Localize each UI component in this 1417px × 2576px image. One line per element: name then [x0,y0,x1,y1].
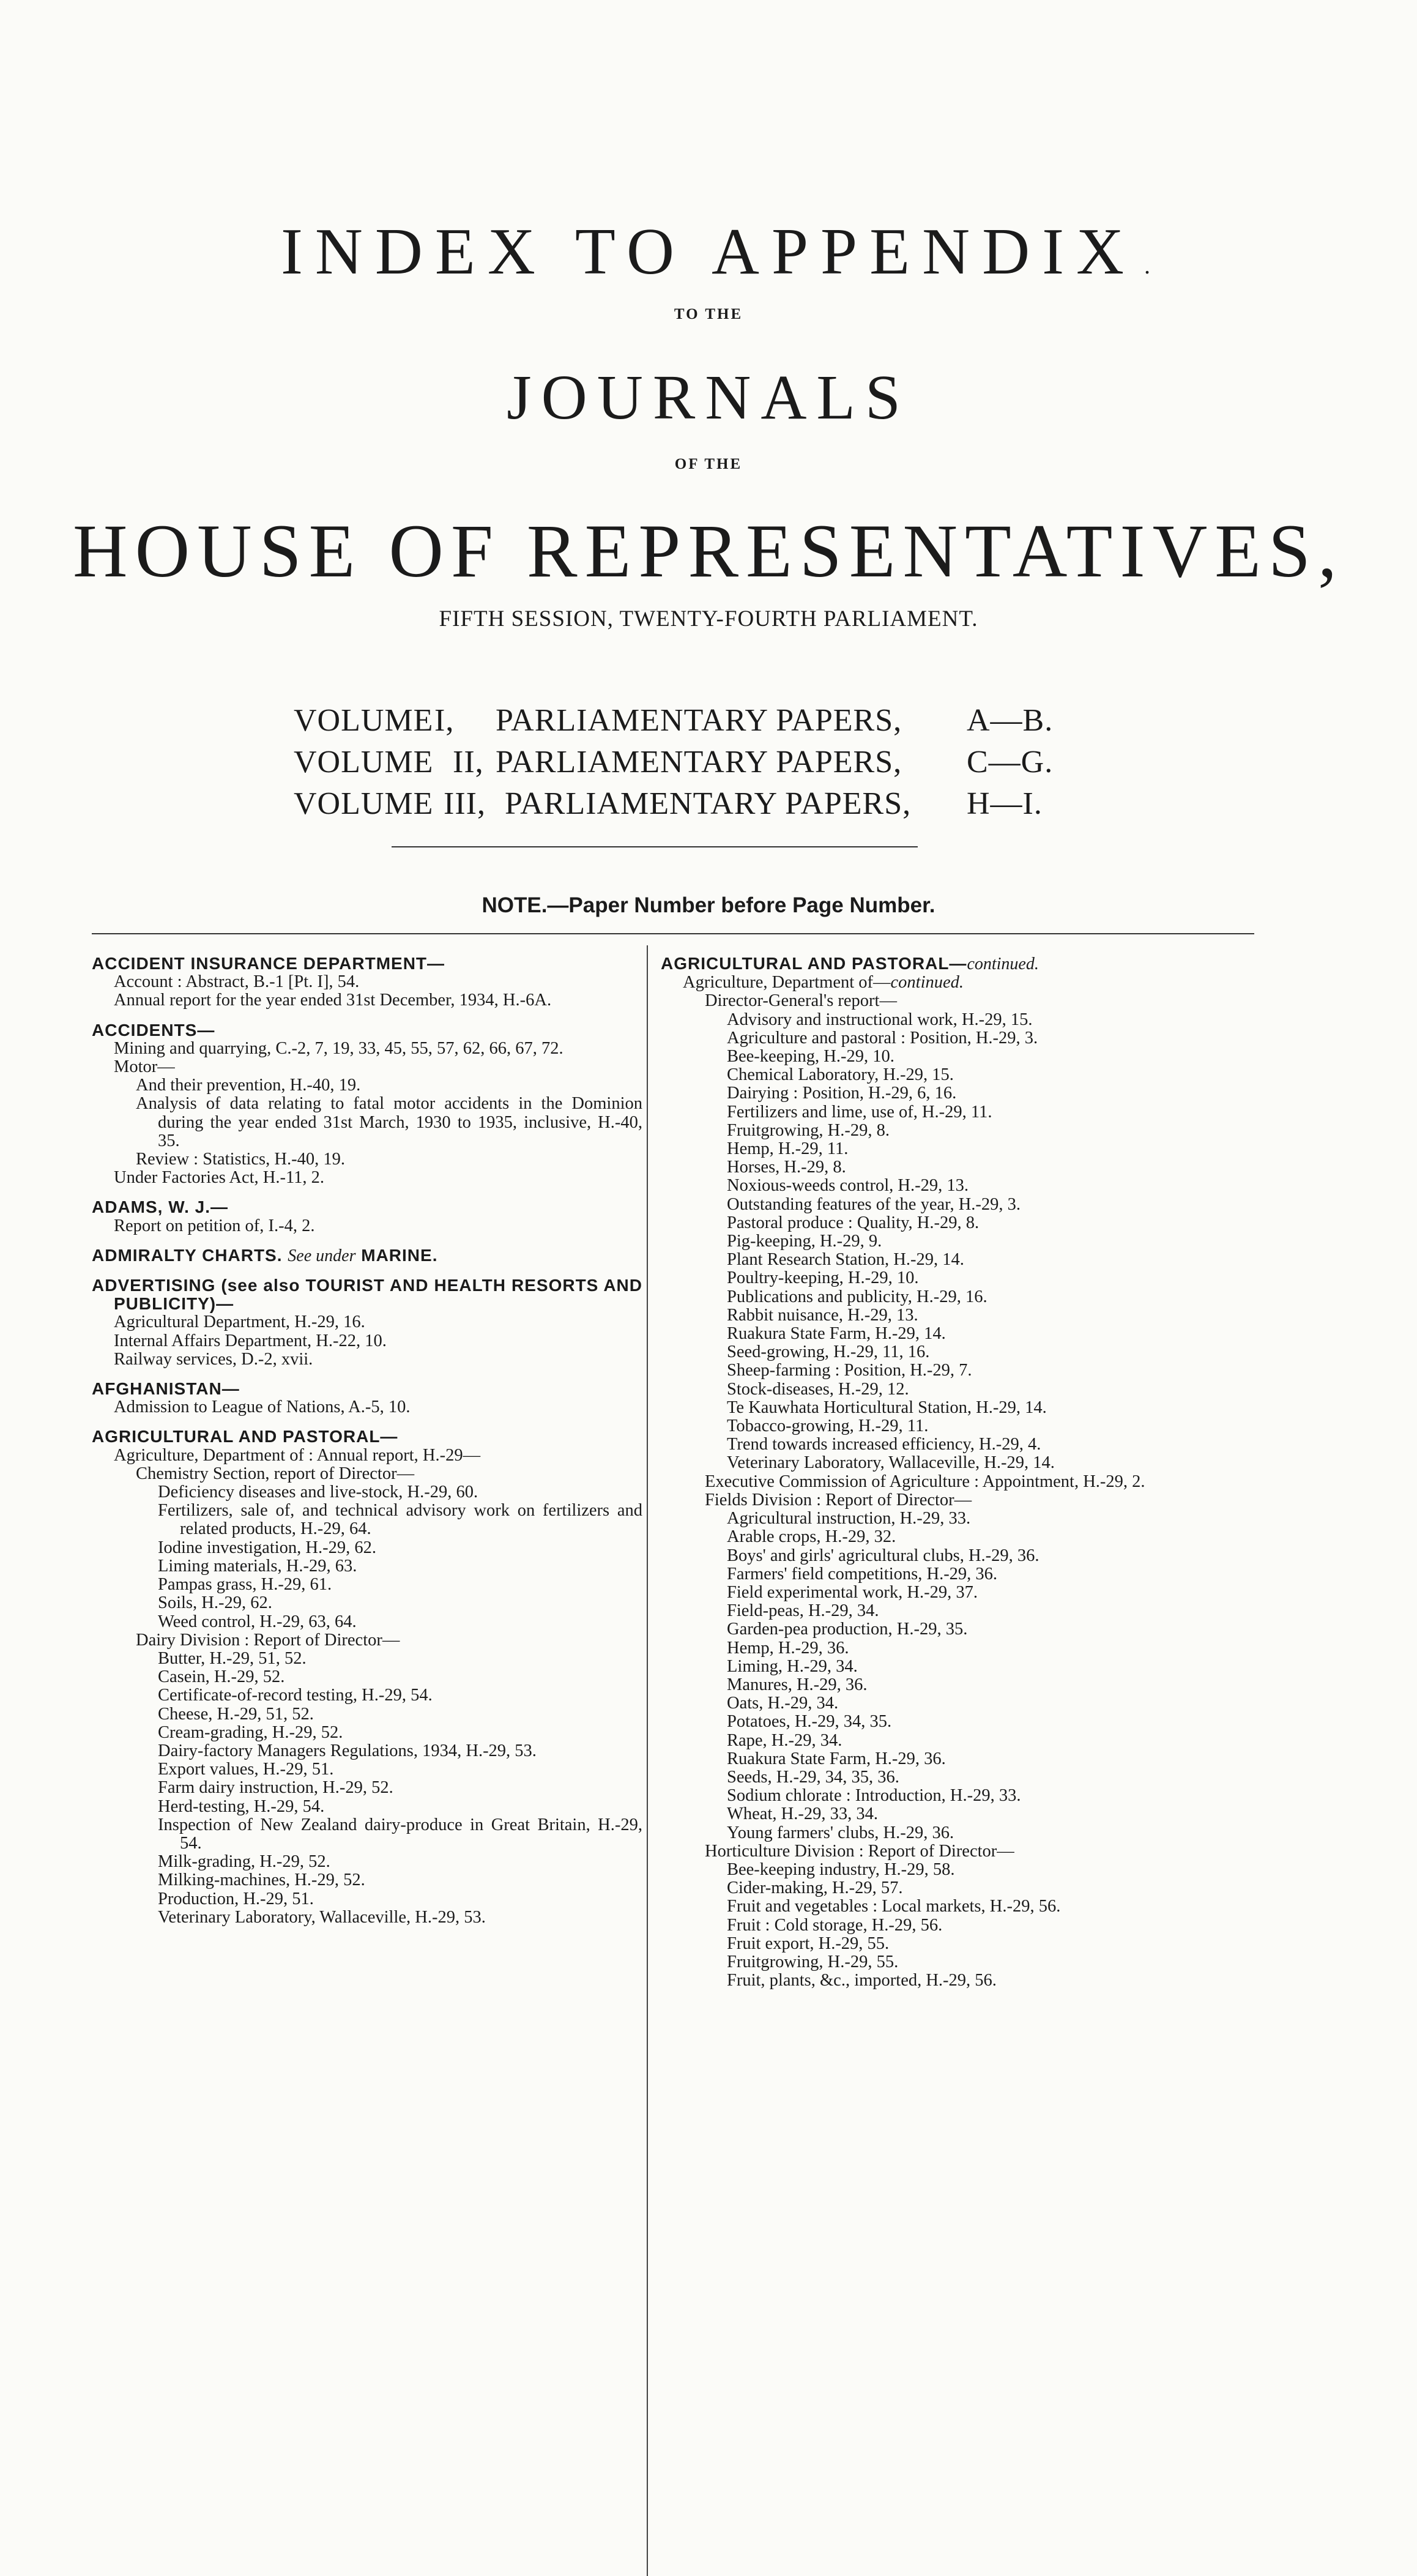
index-entry: Liming materials, H.-29, 63. [158,1556,357,1576]
index-heading: ADVERTISING (see also TOURIST AND HEALTH RESORTS AND PUBLICITY)— [92,1276,642,1314]
index-entry: Review : Statistics, H.-40, 19. [136,1150,345,1169]
index-entry: Butter, H.-29, 51, 52. [158,1648,307,1668]
index-entry: Internal Affairs Department, H.-22, 10. [114,1331,387,1350]
index-entry: Agriculture and pastoral : Position, H.-29, 3. [727,1028,1038,1048]
index-entry: And their prevention, H.-40, 19. [136,1076,361,1095]
index-entry: Boys' and girls' agricultural clubs, H.-29, 36. [727,1546,1040,1565]
index-entry: Young farmers' clubs, H.-29, 36. [727,1823,954,1842]
index-entry: Cider-making, H.-29, 57. [727,1878,903,1898]
index-entry: Fruit : Cold storage, H.-29, 56. [727,1915,943,1935]
index-heading: AFGHANISTAN— [92,1379,240,1399]
index-entry: Potatoes, H.-29, 34, 35. [727,1712,892,1732]
index-entry: Stock-diseases, H.-29, 12. [727,1379,909,1399]
index-entry: Ruakura State Farm, H.-29, 36. [727,1749,946,1768]
index-entry: Casein, H.-29, 52. [158,1667,285,1687]
index-entry: Ruakura State Farm, H.-29, 14. [727,1324,946,1344]
index-entry: Under Factories Act, H.-11, 2. [114,1168,325,1188]
index-entry: Veterinary Laboratory, Wallaceville, H.-29, 53. [158,1907,486,1927]
index-entry: Dairy Division : Report of Director— [136,1630,400,1650]
index-page: INDEX TO APPENDIX . TO THE JOURNALS OF THE HOUSE OF REPRESENTATIVES, FIFTH SESSION, TWENTY-FOURTH PARLIAMENT. VOLUME I, PARLIAMENTARY PAPERS, A—B. VOLUME II, PARLIAMENTARY PAPERS, C—G. VOLUME III, PARLIAMENTARY PAPERS, H—I. NOTE.—Paper Number before Page Number. ACCIDENT INSURANCE DEPARTMENT— Account : Abstract, B.-1 [Pt. I], 54. Annual report for the year ended 31st December, 1934, H.-6A. ACCIDENTS— Mining and quarrying, C.-2, 7, 19, 33, 45, 55, 57, 62, 66, 67, 72. Motor— And their prevention, H.-40, 19. Analysis of data relating to fatal motor accidents in the Dominion during the year ended 31st March, 1930 to 1935, inclusive, H.-40, 35. Review : Statistics, H.-40, 19. Under Factories Act, H.-11, 2. ADAMS, W. J.— Report on petition of, I.-4, 2. ADMIRALTY CHARTS. See under MARINE. ADVERTISING (see also TOURIST AND HEALTH RESORTS AND PUBLICITY)— Agricultural Department, H.-29, 16. Internal Affairs Department, H.-22, 10. Railway services, D.-2, xvii. AFGHANISTAN— Admission to League of Nations, A.-5, 10. AGRICULTURAL AND PASTORAL— Agriculture, Department of : Annual report, H.-29— Chemistry Section, report of Director— Deficiency diseases and live-stock, H.-29, 60. Fertilizers, sale of, and technical advisory work on fertilizers and related products, H.-29, 64. Iodine investigation, H.-29, 62. Liming materials, H.-29, 63. Pampas grass, H.-29, 61. Soils, H.-29, 62. Weed control, H.-29, 63, 64. Dairy Division : Report of Director— Butter, H.-29, 51, 52. Casein, H.-29, 52. Certificate-of-record testing, H.-29, 54. Cheese, H.-29, 51, 52. Cream-grading, H.-29, 52. Dairy-factory Managers Regulations, 1934, H.-29, 53. Export values, H.-29, 51. Farm dairy instruction, H.-29, 52. Herd-testing, H.-29, 54. Inspection of New Zealand dairy-produce in Great Britain, H.-29, 54. Milk-grading, H.-29, 52. Milking-machines, H.-29, 52. Production, H.-29, 51. Veterinary Laboratory, Wallaceville, H.-29, 53. AGRICULTURAL AND PASTORAL—continued. Agriculture, Department of—continued. Director-General's report— Advisory and instructional work, H.-29, 15. Agriculture and pastoral : Position, H.-29, 3. Bee-keeping, H.-29, 10. Chemical Laboratory, H.-29, 15. Dairying : Position, H.-29, 6, 16. Fertilizers and lime, use of, H.-29, 11. Fruitgrowing, H.-29, 8. Hemp, H.-29, 11. Horses, H.-29, 8. Noxious-weeds control, H.-29, 13. Outstanding features of the year, H.-29, 3. Pastoral produce : Quality, H.-29, 8. Pig-keeping, H.-29, 9. Plant Research Station, H.-29, 14. Poultry-keeping, H.-29, 10. Publications and publicity, H.-29, 16. Rabbit nuisance, H.-29, 13. Ruakura State Farm, H.-29, 14. Seed-growing, H.-29, 11, 16. Sheep-farming : Position, H.-29, 7. Stock-diseases, H.-29, 12. Te Kauwhata Horticultural Station, H.-29, 14. Tobacco-growing, H.-29, 11. Trend towards increased efficiency, H.-29, 4. Veterinary Laboratory, Wallaceville, H.-29, 14. Executive Commission of Agriculture : Appointment, H.-29, 2. Fields Division : Report of Director— Agricultural instruction, H.-29, 33. Arable crops, H.-29, 32. Boys' and girls' agricultural clubs, H.-29, 36. Farmers' field competitions, H.-29, 36. Field experimental work, H.-29, 37. Field-peas, H.-29, 34. Garden-pea production, H.-29, 35. Hemp, H.-29, 36. Liming, H.-29, 34. Manures, H.-29, 36. Oats, H.-29, 34. Potatoes, H.-29, 34, 35. Rape, H.-29, 34. Ruakura State Farm, H.-29, 36. Seeds, H.-29, 34, 35, 36. Sodium chlorate : Introduction, H.-29, 33. Wheat, H.-29, 33, 34. Young farmers' clubs, H.-29, 36. Horticulture Division : Report of Director— Bee-keeping industry, H.-29, 58. Cider-making, H.-29, 57. Fruit and vegetables : Local markets, H.-29, 56. Fruit : Cold storage, H.-29, 56. Fruit export, H.-29, 55. Fruitgrowing, H.-29, 55. Fruit, plants, &c., imported, H.-29, 56. [0,0,1417,2386]
index-entry: Executive Commission of Agriculture : Appointment, H.-29, 2. [705,1472,1145,1491]
index-entry: Bee-keeping, H.-29, 10. [727,1047,894,1067]
index-entry: Advisory and instructional work, H.-29, 15. [727,1010,1033,1029]
index-entry: Dairy-factory Managers Regulations, 1934, H.-29, 53. [158,1741,537,1760]
index-heading: ACCIDENTS— [92,1020,215,1040]
journals-title: JOURNALS [507,362,910,433]
index-entry: Garden-pea production, H.-29, 35. [727,1620,968,1639]
index-entry: Fruit export, H.-29, 55. [727,1934,890,1953]
index-entry: Deficiency diseases and live-stock, H.-29, 60. [158,1483,478,1502]
index-entry: Soils, H.-29, 62. [158,1593,272,1613]
index-entry: Admission to League of Nations, A.-5, 10. [114,1398,411,1417]
index-entry: Farm dairy instruction, H.-29, 52. [158,1778,393,1798]
index-heading: AGRICULTURAL AND PASTORAL—continued. [661,954,1039,973]
index-entry: Iodine investigation, H.-29, 62. [158,1538,376,1557]
index-column-left [92,955,642,1927]
index-entry: Veterinary Laboratory, Wallaceville, H.-29, 14. [727,1453,1055,1473]
index-entry: Pig-keeping, H.-29, 9. [727,1232,882,1251]
stray-mark: . [1144,251,1150,279]
index-entry: Bee-keeping industry, H.-29, 58. [727,1859,955,1879]
index-entry: Hemp, H.-29, 11. [727,1139,849,1159]
index-entry: Farmers' field competitions, H.-29, 36. [727,1564,998,1584]
index-entry: Manures, H.-29, 36. [727,1675,868,1694]
index-entry: Te Kauwhata Horticultural Station, H.-29, 14. [727,1398,1047,1417]
index-entry: Fertilizers and lime, use of, H.-29, 11. [727,1102,992,1122]
index-entry: Tobacco-growing, H.-29, 11. [727,1416,929,1436]
of-the-line: OF THE [674,456,743,472]
index-entry: Annual report for the year ended 31st December, 1934, H.-6A. [114,991,552,1010]
index-entry: Pampas grass, H.-29, 61. [158,1575,332,1595]
index-entry: Director-General's report— [705,991,897,1011]
index-entry: Analysis of data relating to fatal motor accidents in the Dominion during the year ended 31st March, 1930 to 1935, inclusive, H.-40, 35. [136,1094,642,1150]
index-entry: Cream-grading, H.-29, 52. [158,1722,343,1742]
index-entry: Rabbit nuisance, H.-29, 13. [727,1305,918,1325]
column-divider [647,945,648,2576]
index-entry: Horses, H.-29, 8. [727,1158,846,1177]
index-entry: Publications and publicity, H.-29, 16. [727,1287,987,1306]
index-entry: Fields Division : Report of Director— [705,1490,972,1509]
index-entry: Poultry-keeping, H.-29, 10. [727,1268,919,1288]
index-entry: Sodium chlorate : Introduction, H.-29, 33. [727,1786,1021,1806]
index-heading: ADAMS, W. J.— [92,1197,229,1217]
full-rule [92,933,1254,934]
index-entry: Fruitgrowing, H.-29, 8. [727,1120,890,1140]
index-entry: Inspection of New Zealand dairy-produce in Great Britain, H.-29, 54. [158,1815,642,1853]
index-entry: Chemistry Section, report of Director— [136,1464,415,1483]
index-entry: Milk-grading, H.-29, 52. [158,1852,330,1872]
index-entry: Arable crops, H.-29, 32. [727,1527,896,1547]
index-column-right [661,955,1273,1990]
index-heading: AGRICULTURAL AND PASTORAL— [92,1427,398,1446]
index-entry: Dairying : Position, H.-29, 6, 16. [727,1084,957,1103]
index-entry: Report on petition of, I.-4, 2. [114,1216,315,1235]
index-entry: Hemp, H.-29, 36. [727,1638,849,1658]
index-entry: Herd-testing, H.-29, 54. [158,1796,325,1816]
index-entry: Fruit, plants, &c., imported, H.-29, 56. [727,1971,997,1990]
page-title: INDEX TO APPENDIX [280,215,1137,288]
index-entry: Mining and quarrying, C.-2, 7, 19, 33, 45, 55, 57, 62, 66, 67, 72. [114,1038,563,1058]
index-entry: Field experimental work, H.-29, 37. [727,1582,978,1602]
index-entry: Weed control, H.-29, 63, 64. [158,1612,357,1631]
index-entry: Seeds, H.-29, 34, 35, 36. [727,1767,899,1787]
index-heading: ACCIDENT INSURANCE DEPARTMENT— [92,954,445,973]
index-entry: Production, H.-29, 51. [158,1889,314,1908]
index-entry: Motor— [114,1057,175,1077]
index-entry: Agricultural instruction, H.-29, 33. [727,1509,971,1528]
index-entry: Milking-machines, H.-29, 52. [158,1871,365,1890]
index-entry: Fertilizers, sale of, and technical advisory work on fertilizers and related products, H.-29, 64. [158,1501,642,1539]
short-rule [392,846,918,847]
index-heading: ADMIRALTY CHARTS. See under MARINE. [92,1245,438,1265]
index-entry: Noxious-weeds control, H.-29, 13. [727,1176,969,1196]
index-entry: Cheese, H.-29, 51, 52. [158,1704,314,1724]
index-entry: Chemical Laboratory, H.-29, 15. [727,1065,954,1085]
index-entry: Field-peas, H.-29, 34. [727,1601,879,1621]
index-entry: Trend towards increased efficiency, H.-29, 4. [727,1435,1041,1454]
index-entry: Account : Abstract, B.-1 [Pt. I], 54. [114,972,360,992]
index-entry: Railway services, D.-2, xvii. [114,1349,313,1369]
index-entry: Wheat, H.-29, 33, 34. [727,1804,878,1824]
index-entry: Outstanding features of the year, H.-29, 3. [727,1194,1021,1214]
index-entry: Seed-growing, H.-29, 11, 16. [727,1342,930,1362]
note-line: NOTE.—Paper Number before Page Number. [482,893,935,917]
index-entry: Horticulture Division : Report of Director— [705,1841,1014,1861]
index-entry: Liming, H.-29, 34. [727,1656,858,1676]
index-entry: Pastoral produce : Quality, H.-29, 8. [727,1213,980,1232]
index-entry: Plant Research Station, H.-29, 14. [727,1250,964,1270]
index-entry: Agricultural Department, H.-29, 16. [114,1312,365,1332]
house-title: HOUSE OF REPRESENTATIVES, [73,509,1344,593]
index-entry: Agriculture, Department of—continued. [683,973,964,992]
index-entry: Rape, H.-29, 34. [727,1730,842,1750]
to-the-line: TO THE [674,306,743,322]
index-entry: Sheep-farming : Position, H.-29, 7. [727,1361,972,1380]
index-entry: Oats, H.-29, 34. [727,1694,839,1713]
index-entry: Fruit and vegetables : Local markets, H.-29, 56. [727,1897,1061,1916]
index-entry: Certificate-of-record testing, H.-29, 54. [158,1686,433,1705]
session-line: FIFTH SESSION, TWENTY-FOURTH PARLIAMENT. [439,606,978,631]
index-entry: Agriculture, Department of : Annual report, H.-29— [114,1445,481,1465]
index-entry: Fruitgrowing, H.-29, 55. [727,1952,899,1971]
index-entry: Export values, H.-29, 51. [158,1760,334,1779]
